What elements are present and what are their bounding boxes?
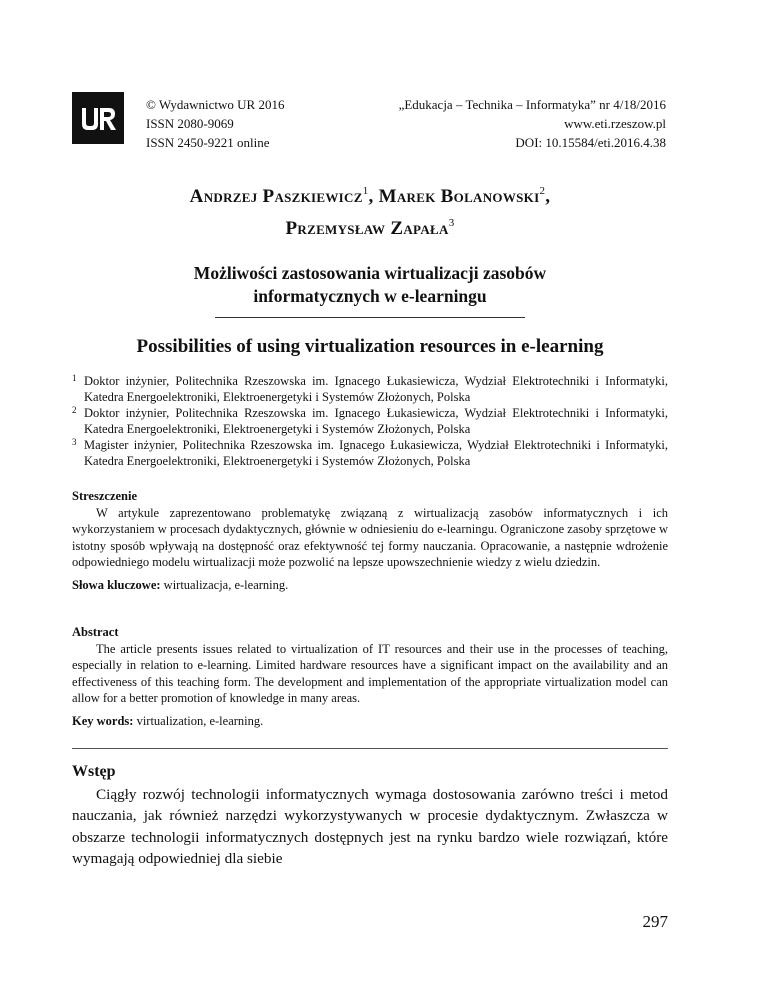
affiliation-3	[72, 437, 668, 469]
abstract-keywords-value: virtualization, e-learning.	[136, 713, 264, 728]
journal-name: „Edukacja – Technika – Informatyka” nr 4/18/2016	[398, 97, 666, 112]
abstract-block	[72, 624, 668, 730]
ur-logo-icon	[72, 92, 124, 144]
issn-online: ISSN 2450-9221 online	[146, 135, 270, 150]
author-2: Marek Bolanowski	[378, 186, 540, 207]
author-1-sup: 1	[362, 185, 369, 197]
affiliation-3-text: Magister inżynier, Politechnika Rzeszowska im. Ignacego Łukasiewicza, Wydział Elektrotechniki i Informatyki, Katedra Energoelektroniki, Elektroenergetyki i Systemów Złożonych, Polska	[84, 438, 668, 468]
title-english: Possibilities of using virtualization resources in e-learning	[136, 336, 604, 357]
title-polish	[72, 262, 668, 308]
streszczenie-text: W artykule zaprezentowano problematykę związaną z wirtualizacją zasobów informatycznych i ich wykorzystaniem w procesach dydaktycznych, głównie w odniesieniu do e-learningu. Ograniczone zasoby sprzętowe w istotny sposób wpływają na dostępność oraz efektywność tej formy nauczania. Opracowanie, a następnie wdrożenie odpowiedniego modelu wirtualizacji może pozwolić na lepsze upowszechnienie wiedzy z wielu dziedzin.	[72, 505, 668, 570]
affiliation-2-num: 2	[72, 405, 77, 415]
affiliation-3-num: 3	[72, 437, 77, 447]
streszczenie-block	[72, 488, 668, 594]
abstract-text: The article presents issues related to virtualization of IT resources and their use in the processes of teaching, especially in relation to e-learning. Limited hardware resources have a significant impact on the availability and an effectiveness of this teaching form. The development and implementation of the appropriate virtualization model can allow for a better promotion of knowledge in many areas.	[72, 641, 668, 706]
abstract-keywords-label: Key words:	[72, 713, 134, 728]
affiliation-2	[72, 405, 668, 437]
streszczenie-keywords-label: Słowa kluczowe:	[72, 577, 161, 592]
author-3-sup: 3	[448, 217, 455, 229]
author-2-sup: 2	[539, 185, 546, 197]
intro-text: Ciągły rozwój technologii informatycznych wymaga dostosowania zarówno treści i metod nauczania, jak również narzędzi wykorzystywanych w procesie dydaktycznym. Zwłaszcza w obszarze technologii informatycznych dostępnych jest na rynku bardzo wiele rozwiązań, które wymagają odpowiedniej dla siebie	[72, 786, 668, 868]
title-divider	[215, 317, 525, 318]
streszczenie-keywords-value: wirtualizacja, e-learning.	[163, 577, 289, 592]
affiliation-2-text: Doktor inżynier, Politechnika Rzeszowska im. Ignacego Łukasiewicza, Wydział Elektrotechniki i Informatyki, Katedra Energoelektroniki, Elektroenergetyki i Systemów Złożonych, Polska	[84, 406, 668, 436]
author-3: Przemysław Zapała	[285, 218, 449, 239]
page-number: 297	[642, 912, 668, 931]
author-1: Andrzej Paszkiewicz	[189, 186, 363, 207]
authors: Andrzej Paszkiewicz$^1$, Marek Bolanowski$^2$, Przemysław Zapała$^3$	[189, 185, 551, 239]
affiliations	[72, 373, 668, 469]
abstract-keywords	[72, 713, 668, 730]
publisher-copyright: © Wydawnictwo UR 2016	[146, 97, 285, 112]
title-polish-line-1: Możliwości zastosowania wirtualizacji zasobów	[193, 263, 547, 283]
intro-heading: Wstęp	[72, 763, 116, 780]
doi[interactable]: DOI: 10.15584/eti.2016.4.38	[515, 135, 666, 150]
affiliation-1	[72, 373, 668, 405]
abstract-heading: Abstract	[72, 625, 119, 639]
issn-print: ISSN 2080-9069	[146, 116, 234, 131]
header-right	[306, 95, 666, 152]
journal-website[interactable]: www.eti.rzeszow.pl	[564, 116, 666, 131]
affiliation-1-num: 1	[72, 373, 77, 383]
streszczenie-heading: Streszczenie	[72, 489, 138, 503]
section-divider	[72, 748, 668, 749]
title-polish-line-2: informatycznych w e-learningu	[253, 286, 487, 306]
streszczenie-keywords	[72, 577, 668, 594]
affiliation-1-text: Doktor inżynier, Politechnika Rzeszowska im. Ignacego Łukasiewicza, Wydział Elektrotechniki i Informatyki, Katedra Energoelektroniki, Elektroenergetyki i Systemów Złożonych, Polska	[84, 374, 668, 404]
publisher-logo	[72, 92, 124, 144]
